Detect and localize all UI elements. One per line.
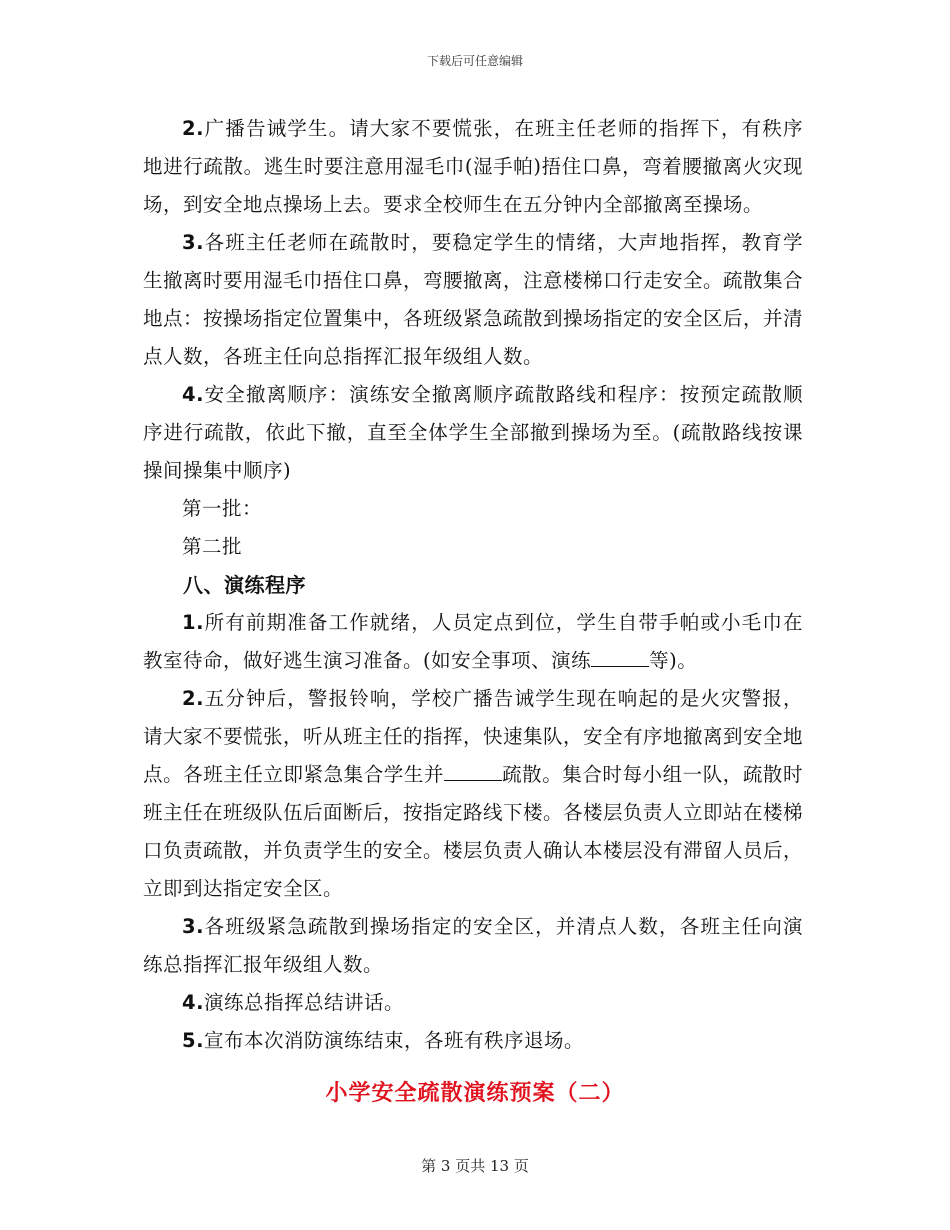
fill-blank xyxy=(444,766,502,781)
item-number: 1. xyxy=(182,611,204,634)
step-5 xyxy=(143,1022,803,1060)
item-number: 2. xyxy=(182,687,204,710)
paragraph-text: 安全撤离顺序：演练安全撤离顺序疏散路线和程序：按预定疏散顺序进行疏散，依此下撤，直至全体学生全部撤到操场为至。(疏散路线按课操间操集中顺序) xyxy=(143,383,803,482)
paragraph-4 xyxy=(143,376,803,490)
batch-one-line: 第一批： xyxy=(182,497,263,520)
item-number: 4. xyxy=(182,383,204,406)
batch-two-line: 第二批 xyxy=(182,535,243,558)
item-number: 3. xyxy=(182,231,204,254)
step-text: 各班级紧急疏散到操场指定的安全区，并清点人数，各班主任向演练总指挥汇报年级组人数。 xyxy=(143,915,803,976)
item-number: 3. xyxy=(182,915,204,938)
paragraph-text: 广播告诫学生。请大家不要慌张，在班主任老师的指挥下，有秩序地进行疏散。逃生时要注意用湿毛巾(湿手帕)捂住口鼻，弯着腰撤离火灾现场，到安全地点操场上去。要求全校师生在五分钟内全部撤离至操场。 xyxy=(143,117,803,216)
step-text: 五分钟后，警报铃响，学校广播告诫学生现在响起的是火灾警报，请大家不要慌张，听从班主任的指挥，快速集队，安全有序地撤离到安全地点。各班主任立即紧急集合学生并 xyxy=(143,687,804,786)
fill-blank xyxy=(591,652,649,667)
item-number: 2. xyxy=(182,117,204,140)
item-number: 4. xyxy=(182,991,204,1014)
step-text-after: 等)。 xyxy=(649,649,698,672)
section-heading: 八、演练程序 xyxy=(183,573,306,597)
paragraph-2 xyxy=(143,110,803,224)
step-4 xyxy=(143,984,803,1022)
step-3 xyxy=(143,908,803,984)
step-1 xyxy=(143,604,803,680)
next-section-title: 小学安全疏散演练预案（二） xyxy=(325,1080,625,1106)
paragraph-text: 各班主任老师在疏散时，要稳定学生的情绪，大声地指挥，教育学生撤离时要用湿毛巾捂住口鼻，弯腰撤离，注意楼梯口行走安全。疏散集合地点：按操场指定位置集中，各班级紧急疏散到操场指定的安全区后，并清点人数，各班主任向总指挥汇报年级组人数。 xyxy=(143,231,804,368)
item-number: 5. xyxy=(182,1029,204,1052)
step-text: 演练总指挥总结讲话。 xyxy=(203,991,404,1014)
page-footer: 第 3 页共 13 页 xyxy=(421,1157,529,1175)
page-header: 下载后可任意编辑 xyxy=(426,54,523,68)
step-2 xyxy=(143,680,803,908)
step-text: 所有前期准备工作就绪，人员定点到位，学生自带手帕或小毛巾在教室待命，做好逃生演习准备。(如安全事项、演练 xyxy=(143,611,803,672)
step-text-after: 疏散。集合时每小组一队，疏散时班主任在班级队伍后面断后，按指定路线下楼。各楼层负责人立即站在楼梯口负责疏散，并负责学生的安全。楼层负责人确认本楼层没有滞留人员后，立即到达指定安全区。 xyxy=(143,763,804,900)
document-body xyxy=(143,110,803,1060)
step-text: 宣布本次消防演练结束，各班有秩序退场。 xyxy=(203,1029,584,1052)
paragraph-3 xyxy=(143,224,803,376)
